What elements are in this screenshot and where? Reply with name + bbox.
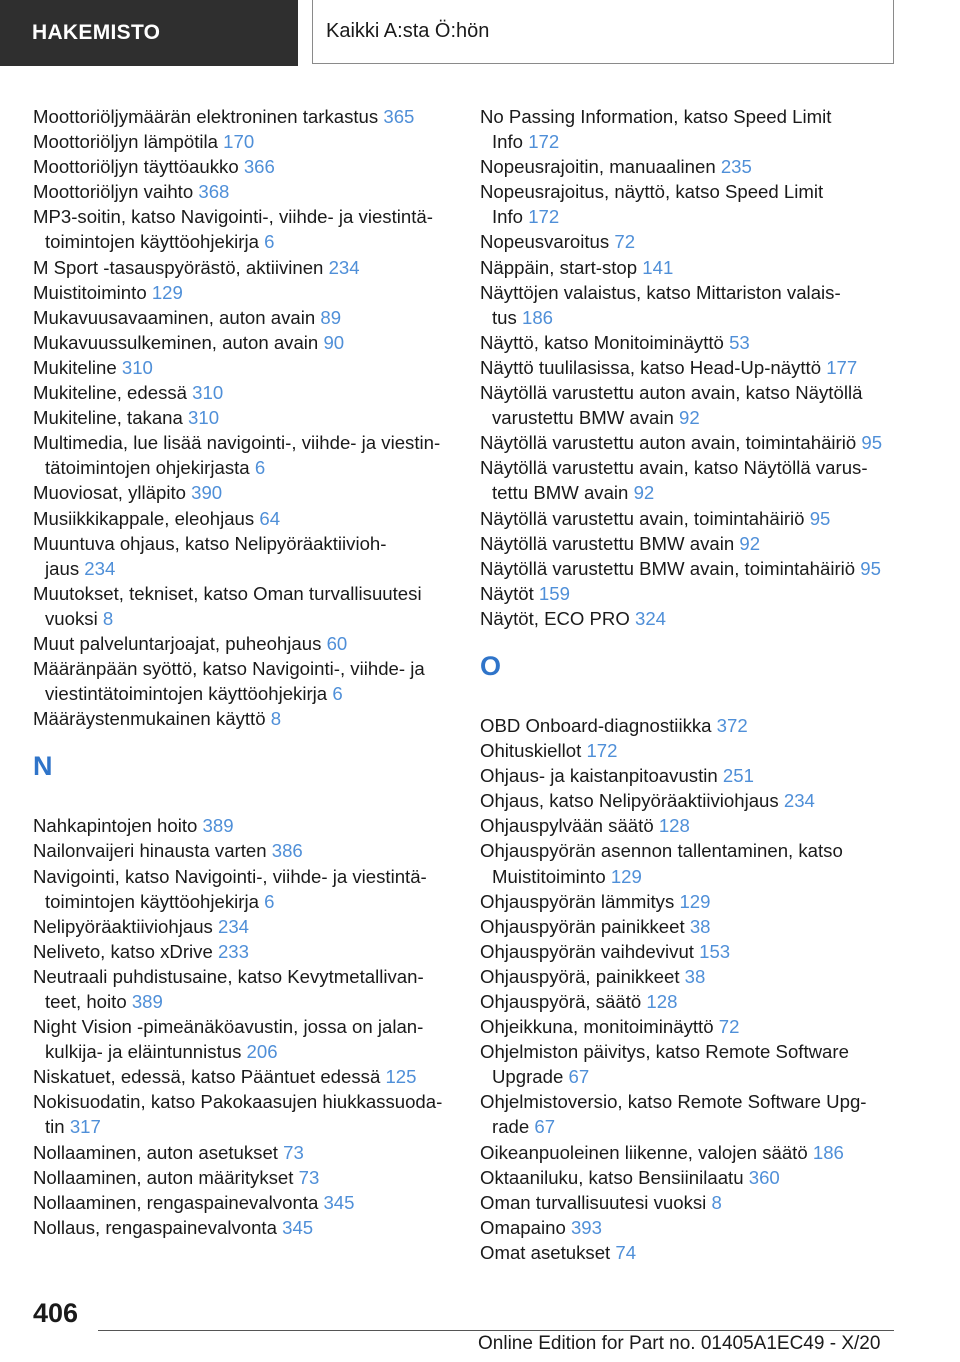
index-entry [480, 531, 900, 556]
index-entry [480, 355, 900, 380]
index-entry [33, 1215, 453, 1240]
page-reference-link[interactable]: 360 [748, 1166, 780, 1188]
index-entry [33, 838, 453, 863]
page-reference-link[interactable]: 235 [720, 156, 752, 178]
entry-text: Info [492, 206, 529, 228]
entry-text: Näytöllä varustettu auton avain, katso Näytöllä [480, 382, 863, 404]
index-entry [33, 506, 453, 531]
index-entry [480, 104, 900, 154]
page-reference-link[interactable]: 92 [633, 482, 655, 504]
index-entry [33, 255, 453, 280]
footer-divider [98, 1330, 894, 1331]
index-entry [33, 1140, 453, 1165]
page-reference-link[interactable]: 67 [534, 1116, 556, 1138]
page-reference-link[interactable]: 128 [646, 991, 678, 1012]
entry-text: Ohjauspyörän asennon tallentaminen, katso [480, 840, 843, 862]
index-entry [33, 813, 453, 838]
entry-text: jaus [45, 557, 85, 579]
entry-text: Ohjelmistoversio, katso Remote Software Upg- [480, 1091, 867, 1113]
page-reference-link[interactable]: 310 [192, 382, 224, 404]
index-entry [480, 280, 900, 330]
entry-text: Moottoriöljyn vaihto [33, 181, 199, 203]
entry-text: Navigointi, katso Navigointi-, viihde- ja viestintä- [33, 865, 427, 887]
index-entry [480, 738, 900, 763]
page-reference-link[interactable]: 8 [270, 708, 282, 730]
index-entry [480, 255, 900, 280]
page-reference-link[interactable]: 172 [586, 740, 618, 762]
entry-text: Nollaaminen, rengaspainevalvonta [33, 1191, 324, 1213]
index-entry [33, 656, 453, 706]
entry-text: Näytöllä varustettu avain, katso Näytöllä varus- [480, 457, 868, 479]
entry-text: Moottoriöljyn täyttöaukko [33, 156, 244, 178]
entry-text: Musiikkikappale, eleohjaus [33, 507, 260, 529]
entry-text: Muistitoiminto [492, 865, 611, 887]
page-reference-link[interactable]: 366 [243, 156, 275, 178]
page-reference-link[interactable]: 74 [615, 1241, 637, 1263]
page-reference-link[interactable]: 8 [102, 607, 114, 629]
page-reference-link[interactable]: 129 [610, 865, 642, 887]
entry-text: Nokisuodatin, katso Pakokaasujen hiukkassuoda- [33, 1091, 443, 1113]
page-number: 406 [33, 1298, 79, 1328]
entry-text: Näytöllä varustettu auton avain, toimintahäiriö [480, 432, 862, 454]
entry-text: Ohjauspylvään säätö [480, 815, 659, 837]
index-entry [480, 229, 900, 254]
page-reference-link[interactable]: 372 [716, 714, 748, 736]
entry-text: Näppäin, start-stop [480, 256, 643, 278]
entry-text: Omat asetukset [480, 1241, 616, 1263]
index-column-right [480, 104, 900, 1265]
index-entry [33, 1064, 453, 1089]
entry-text: Ohjauspyörän vaihdevivut [480, 940, 700, 962]
index-column-left [33, 104, 453, 1240]
index-entry [480, 939, 900, 964]
entry-text: MP3-soitin, katso Navigointi-, viihde- ja viestintä- [33, 206, 433, 228]
entry-text: Nahkapintojen hoito [33, 815, 203, 837]
index-entry [480, 763, 900, 788]
entry-text: Nollaaminen, auton määritykset [33, 1166, 299, 1188]
page-reference-link[interactable]: 159 [538, 582, 570, 604]
entry-text: Upgrade [492, 1066, 569, 1088]
index-entry [33, 1190, 453, 1215]
entry-text: teet, hoito [45, 991, 132, 1012]
entry-text: Näyttö, katso Monitoiminäyttö [480, 331, 730, 353]
entry-text: Nopeusrajoitin, manuaalinen [480, 156, 721, 178]
index-entry [33, 1014, 453, 1064]
entry-text: Mukiteline [33, 356, 122, 378]
index-entry [33, 581, 453, 631]
page-reference-link[interactable]: 234 [783, 790, 815, 812]
page-reference-link[interactable]: 234 [218, 915, 250, 937]
index-entry [33, 104, 453, 129]
page-reference-link[interactable]: 310 [121, 356, 153, 378]
page-reference-link[interactable]: 72 [614, 231, 636, 253]
page-reference-link[interactable]: 170 [223, 131, 255, 153]
page-reference-link[interactable]: 177 [826, 356, 858, 378]
page-reference-link[interactable]: 186 [521, 306, 554, 328]
index-entry [480, 1240, 900, 1265]
index-entry [480, 989, 900, 1014]
entry-text: Muutokset, tekniset, katso Oman turvallisuutesi [33, 582, 422, 604]
page-reference-link[interactable]: 125 [385, 1066, 417, 1088]
index-entry [480, 556, 900, 581]
page-reference-link[interactable]: 234 [328, 256, 360, 278]
page-reference-link[interactable]: 324 [635, 607, 667, 629]
index-entry [33, 330, 453, 355]
entry-text: Muistitoiminto [33, 281, 152, 303]
index-letter-heading: O [480, 650, 502, 681]
page-reference-link[interactable]: 389 [131, 991, 163, 1012]
page-reference-link[interactable]: 368 [198, 181, 230, 203]
entry-text: Oktaaniluku, katso Bensiinilaatu [480, 1166, 749, 1188]
entry-text: Muoviosat, ylläpito [33, 482, 192, 504]
entry-text: Nelipyöräaktiiviohjaus [33, 915, 218, 937]
page-reference-link[interactable]: 89 [320, 306, 342, 328]
index-entry [33, 129, 453, 154]
index-entry [33, 1089, 453, 1139]
index-entry [480, 380, 900, 430]
page-reference-link[interactable]: 64 [259, 507, 281, 529]
page-reference-link[interactable]: 365 [383, 106, 415, 127]
page-reference-link[interactable]: 95 [861, 432, 883, 454]
page-reference-link[interactable]: 129 [151, 281, 183, 303]
entry-text: Nailonvaijeri hinausta varten [33, 840, 272, 862]
entry-text: Moottoriöljyn lämpötila [33, 131, 224, 153]
index-entry [33, 706, 453, 731]
entry-text: M Sport -tasauspyörästö, aktiivinen [33, 256, 329, 278]
entry-text: Näytöllä varustettu avain, toimintahäiriö [480, 507, 810, 529]
index-entry [480, 1190, 900, 1215]
index-entry [33, 631, 453, 656]
entry-text: Näytöt [480, 582, 539, 604]
index-entry [480, 713, 900, 738]
entry-text: rade [492, 1116, 535, 1138]
index-entry [33, 480, 453, 505]
index-entry [480, 1089, 900, 1139]
entry-text: toimintojen käyttöohjekirja [45, 890, 265, 912]
entry-text: OBD Onboard-diagnostiikka [480, 714, 717, 736]
page-reference-link[interactable]: 73 [298, 1166, 320, 1188]
index-entry [480, 788, 900, 813]
page-reference-link[interactable]: 6 [264, 890, 275, 912]
page-reference-link[interactable]: 345 [323, 1191, 355, 1213]
entry-text: Näyttö tuulilasissa, katso Head-Up-näyttö [480, 356, 827, 378]
entry-text: Määränpään syöttö, katso Navigointi-, viihde- ja [33, 658, 425, 680]
index-entry [33, 405, 453, 430]
entry-text: Info [492, 131, 529, 153]
page-reference-link[interactable]: 172 [528, 131, 560, 153]
entry-text: varustettu BMW avain [492, 407, 680, 429]
index-entry [33, 179, 453, 204]
entry-text: Ohjauspyörä, painikkeet [480, 965, 685, 987]
index-entry [33, 204, 453, 254]
page-reference-link[interactable]: 60 [326, 632, 348, 654]
entry-text: Ohituskiellot [480, 740, 587, 762]
entry-text: tin [45, 1116, 70, 1138]
page-reference-link[interactable]: 390 [191, 482, 223, 504]
index-entry [480, 1039, 900, 1089]
entry-text: Neutraali puhdistusaine, katso Kevytmetallivan- [33, 965, 424, 987]
page-reference-link[interactable]: 345 [282, 1216, 314, 1238]
page-reference-link[interactable]: 129 [679, 890, 711, 912]
index-entry [480, 838, 900, 888]
entry-text: Näytöllä varustettu BMW avain [480, 532, 740, 554]
entry-text: Ohjaus- ja kaistanpitoavustin [480, 765, 723, 787]
page-reference-link[interactable]: 233 [217, 940, 249, 962]
entry-text: Oikeanpuoleinen liikenne, valojen säätö [480, 1141, 813, 1163]
entry-text: Ohjauspyörän painikkeet [480, 915, 690, 937]
index-entry [33, 939, 453, 964]
entry-text: Niskatuet, edessä, katso Pääntuet edessä [33, 1066, 386, 1088]
page-header [0, 0, 960, 66]
page-reference-link[interactable]: 317 [69, 1116, 101, 1138]
page-reference-link[interactable]: 92 [679, 407, 700, 429]
entry-text: Mukavuusavaaminen, auton avain [33, 306, 321, 328]
page-reference-link[interactable]: 128 [658, 815, 690, 837]
entry-text: Oman turvallisuutesi vuoksi [480, 1191, 712, 1213]
page-reference-link[interactable]: 6 [264, 231, 275, 253]
entry-text: tus [492, 306, 522, 328]
page-reference-link[interactable]: 92 [739, 532, 761, 554]
index-entry [480, 455, 900, 505]
page-reference-link[interactable]: 90 [323, 331, 345, 353]
entry-text: Nollaaminen, auton asetukset [33, 1141, 284, 1163]
page-reference-link[interactable]: 8 [711, 1191, 722, 1213]
index-entry [33, 380, 453, 405]
index-entry [33, 964, 453, 1014]
page-reference-link[interactable]: 186 [812, 1141, 844, 1163]
page-reference-link[interactable]: 389 [202, 815, 234, 837]
page-reference-link[interactable]: 53 [729, 331, 750, 353]
index-entry [480, 330, 900, 355]
page-reference-link[interactable]: 38 [684, 965, 706, 987]
index-entry [480, 813, 900, 838]
page-reference-link[interactable]: 251 [722, 765, 754, 787]
entry-text: Mukiteline, takana [33, 407, 189, 429]
index-entry [480, 1140, 900, 1165]
page-reference-link[interactable]: 206 [246, 1041, 278, 1063]
index-entry [480, 154, 900, 179]
index-entry [33, 1165, 453, 1190]
entry-text: Omapaino [480, 1216, 571, 1238]
entry-text: Määräystenmukainen käyttö [33, 708, 271, 730]
index-entry [480, 430, 900, 455]
page-reference-link[interactable]: 6 [254, 457, 266, 479]
entry-text: Muut palveluntarjoajat, puheohjaus [33, 632, 327, 654]
index-entry [480, 914, 900, 939]
entry-text: Näytöt, ECO PRO [480, 607, 635, 629]
index-entry [480, 1014, 900, 1039]
entry-text: Ohjaus, katso Nelipyöräaktiiviohjaus [480, 790, 784, 812]
page-reference-link[interactable]: 95 [809, 507, 831, 529]
entry-text: Ohjeikkuna, monitoiminäyttö [480, 1016, 719, 1038]
entry-text: Multimedia, lue lisää navigointi-, viihde- ja viestin- [33, 432, 441, 454]
entry-text: Mukiteline, edessä [33, 382, 193, 404]
entry-text: vuoksi [45, 607, 103, 629]
entry-text: Moottoriöljymäärän elektroninen tarkastus [33, 106, 384, 127]
entry-text: Night Vision -pimeänäköavustin, jossa on jalan- [33, 1016, 424, 1038]
index-entry [480, 581, 900, 606]
index-entry [33, 430, 453, 480]
page-reference-link[interactable]: 393 [570, 1216, 602, 1238]
page-reference-link[interactable]: 172 [528, 206, 560, 228]
page-reference-link[interactable]: 72 [718, 1016, 740, 1038]
section-subtitle: Kaikki A:sta Ö:hön [312, 0, 894, 64]
entry-text: Muuntuva ohjaus, katso Nelipyöräaktiivioh- [33, 532, 387, 554]
index-entry [480, 889, 900, 914]
entry-text: Nopeusrajoitus, näyttö, katso Speed Limit [480, 181, 824, 203]
entry-text: Nopeusvaroitus [480, 231, 615, 253]
index-entry [33, 531, 453, 581]
entry-text: Näytöllä varustettu BMW avain, toimintahäiriö [480, 557, 861, 579]
index-entry [33, 355, 453, 380]
entry-text: kulkija- ja eläintunnistus [45, 1041, 247, 1063]
entry-text: Mukavuussulkeminen, auton avain [33, 331, 324, 353]
entry-text: viestintätoimintojen käyttöohjekirja [45, 683, 333, 705]
entry-text: Näyttöjen valaistus, katso Mittariston valais- [480, 281, 841, 303]
index-entry [33, 914, 453, 939]
page-reference-link[interactable]: 38 [689, 915, 711, 937]
index-entry [480, 606, 900, 631]
page-reference-link[interactable]: 95 [860, 557, 881, 579]
page-reference-link[interactable]: 141 [642, 256, 674, 278]
page-reference-link[interactable]: 386 [271, 840, 303, 862]
page-reference-link[interactable]: 73 [283, 1141, 304, 1163]
index-entry [480, 964, 900, 989]
entry-text: Ohjelmiston päivitys, katso Remote Software [480, 1041, 849, 1063]
entry-text: Ohjauspyörän lämmitys [480, 890, 680, 912]
index-entry [480, 1215, 900, 1240]
entry-text: tettu BMW avain [492, 482, 634, 504]
entry-text: toimintojen käyttöohjekirja [45, 231, 265, 253]
section-tab: HAKEMISTO [0, 0, 298, 66]
entry-text: Nollaus, rengaspainevalvonta [33, 1216, 283, 1238]
index-letter-heading: N [33, 751, 53, 782]
index-entry [480, 506, 900, 531]
entry-text: Neliveto, katso xDrive [33, 940, 218, 962]
entry-text: No Passing Information, katso Speed Limit [480, 106, 832, 127]
edition-text: Online Edition for Part no. 01405A1EC49 - X/20 [478, 1333, 881, 1354]
index-entry [33, 154, 453, 179]
page-reference-link[interactable]: 153 [699, 940, 731, 962]
index-entry [480, 1165, 900, 1190]
entry-text: tätoimintojen ohjekirjasta [45, 457, 255, 479]
page-reference-link[interactable]: 234 [84, 557, 116, 579]
entry-text: Ohjauspyörä, säätö [480, 991, 647, 1012]
index-entry [33, 864, 453, 914]
page-reference-link[interactable]: 67 [568, 1066, 590, 1088]
index-entry [33, 280, 453, 305]
index-entry [33, 305, 453, 330]
page-reference-link[interactable]: 6 [332, 683, 343, 705]
page-reference-link[interactable]: 310 [188, 407, 220, 429]
index-entry [480, 179, 900, 229]
